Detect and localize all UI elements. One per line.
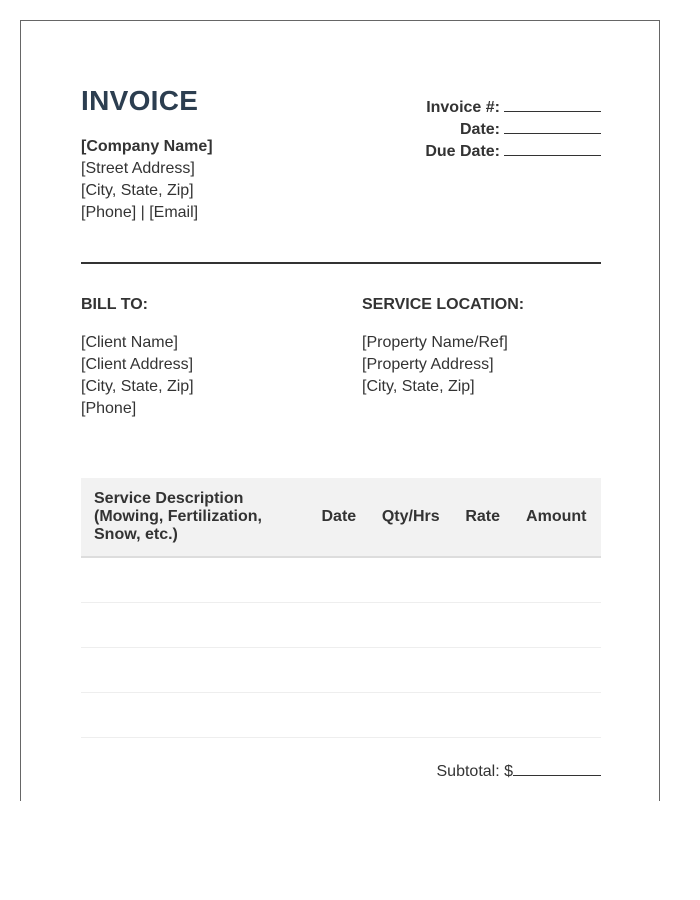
cell-date[interactable] (310, 557, 368, 603)
cell-date[interactable] (310, 693, 368, 738)
table-row (81, 603, 601, 648)
invoice-number-label: Invoice #: (426, 99, 500, 116)
invoice-number-row (341, 97, 601, 119)
cell-description[interactable] (81, 648, 310, 693)
cell-qty[interactable] (368, 557, 454, 603)
client-city: [City, State, Zip] (81, 378, 194, 395)
subtotal-row (437, 761, 602, 783)
property-name: [Property Name/Ref] (362, 334, 508, 351)
header-divider (81, 262, 601, 264)
company-street: [Street Address] (81, 160, 195, 177)
cell-qty[interactable] (368, 693, 454, 738)
invoice-number-field[interactable] (504, 97, 601, 112)
property-address: [Property Address] (362, 356, 494, 373)
cell-description[interactable] (81, 693, 310, 738)
bill-to-block (81, 332, 194, 420)
cell-qty[interactable] (368, 603, 454, 648)
due-date-row (341, 141, 601, 163)
property-city: [City, State, Zip] (362, 378, 475, 395)
header-qty: Qty/Hrs (368, 478, 454, 557)
cell-qty[interactable] (368, 648, 454, 693)
services-table (81, 478, 601, 738)
cell-rate[interactable] (454, 557, 512, 603)
header-amount: Amount (512, 478, 601, 557)
header-date: Date (310, 478, 368, 557)
invoice-page (20, 20, 660, 801)
table-row (81, 693, 601, 738)
cell-description[interactable] (81, 557, 310, 603)
cell-description[interactable] (81, 603, 310, 648)
table-row (81, 648, 601, 693)
cell-date[interactable] (310, 648, 368, 693)
cell-amount[interactable] (512, 557, 601, 603)
due-date-label: Due Date: (425, 143, 500, 160)
cell-rate[interactable] (454, 693, 512, 738)
client-address: [Client Address] (81, 356, 194, 373)
cell-amount[interactable] (512, 603, 601, 648)
cell-date[interactable] (310, 603, 368, 648)
header-rate: Rate (454, 478, 512, 557)
table-row (81, 557, 601, 603)
cell-rate[interactable] (454, 648, 512, 693)
service-location-heading: SERVICE LOCATION: (362, 296, 525, 313)
company-block (81, 136, 213, 224)
header-description: Service Description (Mowing, Fertilization, Snow, etc.) (81, 478, 310, 557)
subtotal-field[interactable] (513, 761, 601, 776)
invoice-date-label: Date: (459, 121, 500, 138)
company-city: [City, State, Zip] (81, 182, 194, 199)
company-contact: [Phone] | [Email] (81, 204, 199, 221)
cell-amount[interactable] (512, 648, 601, 693)
company-name: [Company Name] (81, 138, 213, 155)
invoice-title: INVOICE (81, 85, 199, 116)
client-phone: [Phone] (81, 400, 137, 417)
client-name: [Client Name] (81, 334, 178, 351)
service-location-block (362, 332, 508, 398)
bill-to-heading: BILL TO: (81, 296, 148, 313)
due-date-field[interactable] (504, 141, 601, 156)
cell-amount[interactable] (512, 693, 601, 738)
invoice-date-row (341, 119, 601, 141)
table-header-row (81, 478, 601, 557)
invoice-date-field[interactable] (504, 119, 601, 134)
cell-rate[interactable] (454, 603, 512, 648)
subtotal-label: Subtotal: $ (436, 763, 513, 780)
invoice-meta (341, 97, 601, 163)
